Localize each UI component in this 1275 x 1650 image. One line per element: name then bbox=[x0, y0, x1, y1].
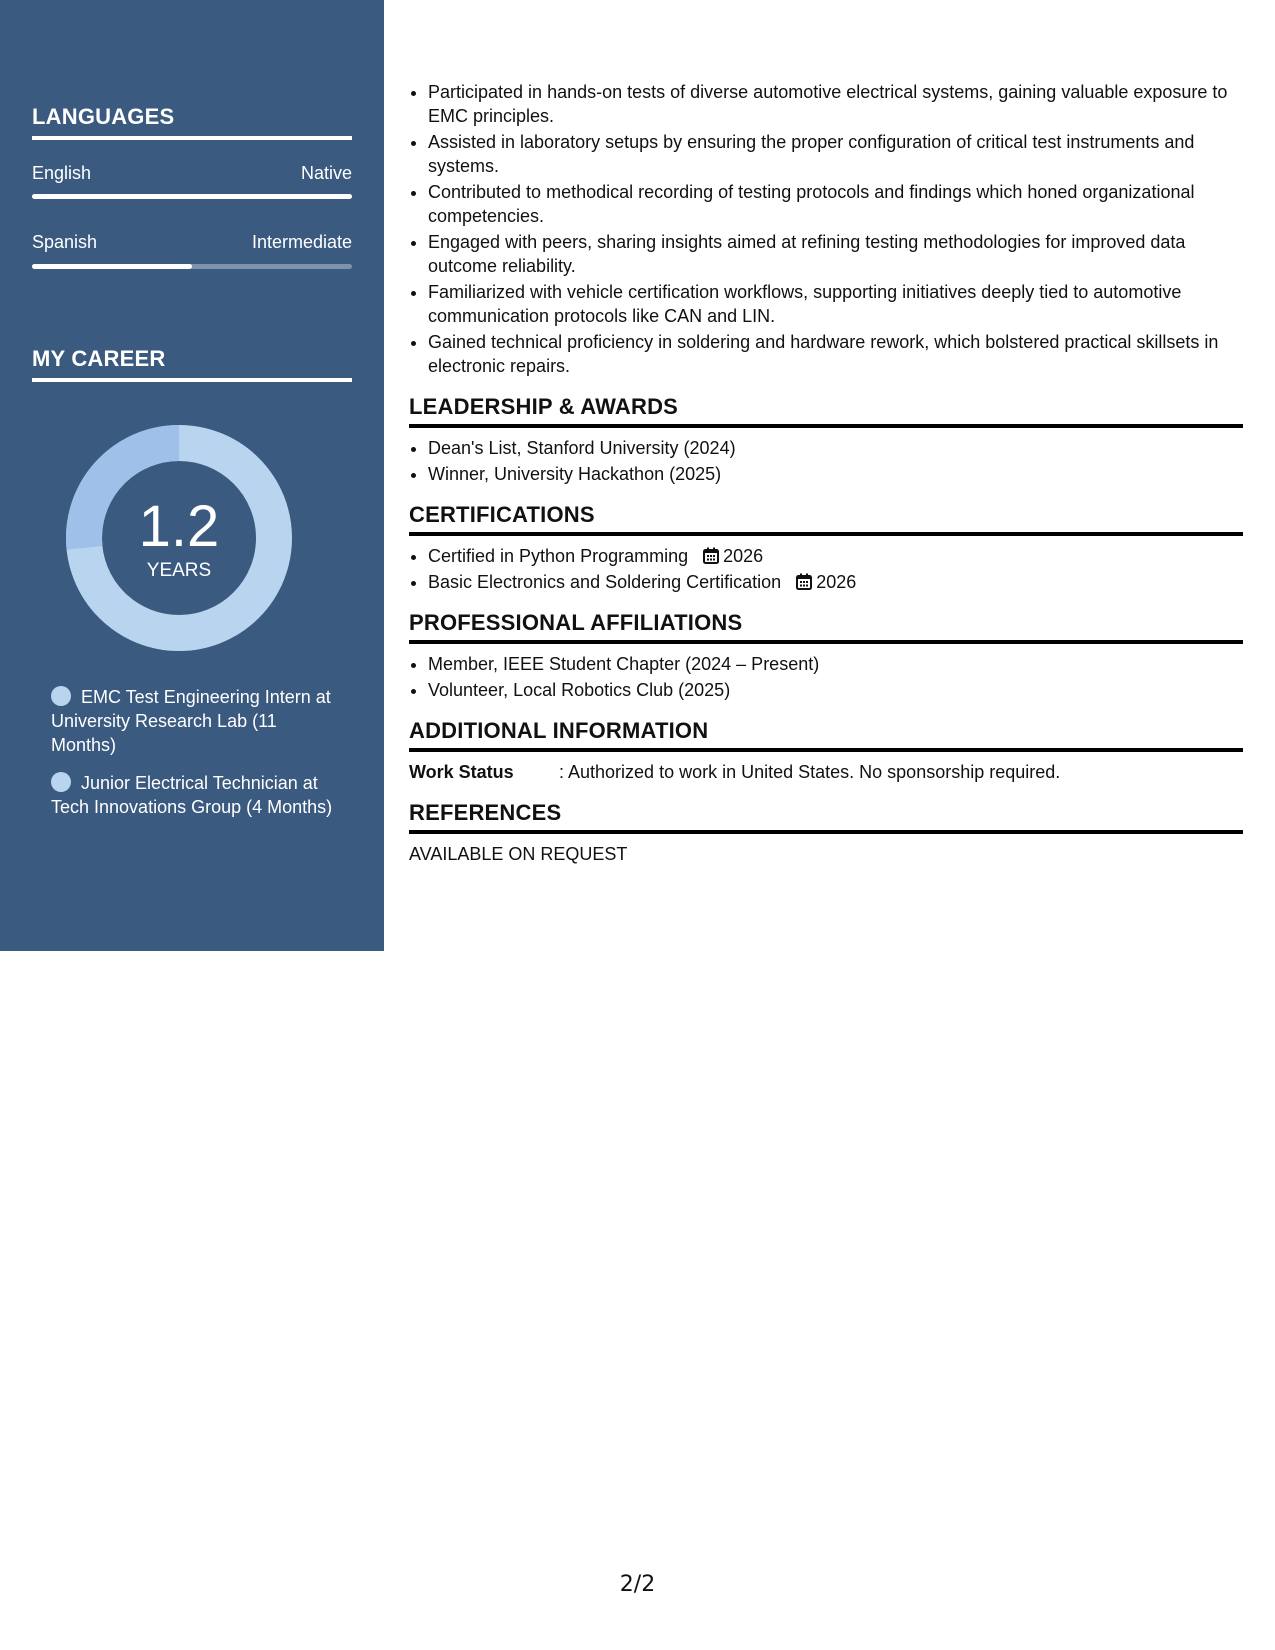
languages-heading: LANGUAGES bbox=[32, 104, 352, 140]
certification-name: Certified in Python Programming bbox=[428, 546, 689, 566]
certification-year: 2026 bbox=[816, 572, 857, 592]
experience-bullet: • Gained technical proficiency in soldering and hardware rework, which bolstered practical skillsets in electronic repairs. bbox=[428, 330, 1243, 378]
career-item-text: Junior Electrical Technician at Tech Innovations Group (4 Months) bbox=[51, 773, 333, 817]
language-bar-spanish bbox=[32, 264, 352, 269]
language-row-spanish bbox=[32, 232, 352, 253]
leadership-item: • Dean's List, Stanford University (2024) bbox=[428, 436, 1243, 460]
main-content bbox=[409, 80, 1243, 866]
certification-item bbox=[428, 570, 1243, 594]
leadership-list bbox=[409, 436, 1243, 486]
leadership-heading: LEADERSHIP & AWARDS bbox=[409, 394, 1243, 428]
experience-bullets bbox=[409, 80, 1243, 378]
career-item bbox=[51, 771, 341, 819]
experience-bullet: • Participated in hands-on tests of diverse automotive electrical systems, gaining valuable exposure to EMC principles. bbox=[428, 80, 1243, 128]
bullet-dot-icon bbox=[51, 686, 71, 706]
work-status-value: : Authorized to work in United States. No sponsorship required. bbox=[559, 762, 1061, 782]
affiliation-item: • Member, IEEE Student Chapter (2024 – Present) bbox=[428, 652, 1243, 676]
certification-name: Basic Electronics and Soldering Certification bbox=[428, 572, 782, 592]
additional-info-heading: ADDITIONAL INFORMATION bbox=[409, 718, 1243, 752]
language-name: English bbox=[32, 163, 92, 183]
language-bar-english bbox=[32, 194, 352, 199]
certification-year: 2026 bbox=[723, 546, 764, 566]
references-heading: REFERENCES bbox=[409, 800, 1243, 834]
experience-bullet: • Contributed to methodical recording of testing protocols and findings which honed organizational competencies. bbox=[428, 180, 1243, 228]
language-bar-fill bbox=[32, 264, 192, 269]
bullet-dot-icon bbox=[51, 772, 71, 792]
career-item bbox=[51, 685, 341, 757]
certifications-list bbox=[409, 544, 1243, 594]
affiliation-item: • Volunteer, Local Robotics Club (2025) bbox=[428, 678, 1243, 702]
career-years-unit: YEARS bbox=[146, 560, 212, 581]
sidebar bbox=[0, 0, 384, 951]
career-heading: MY CAREER bbox=[32, 346, 352, 382]
affiliations-heading: PROFESSIONAL AFFILIATIONS bbox=[409, 610, 1243, 644]
language-level: Native bbox=[300, 163, 352, 183]
language-name: Spanish bbox=[32, 232, 98, 252]
work-status-label: Work Status bbox=[409, 762, 514, 782]
calendar-icon bbox=[796, 573, 812, 590]
references-text: AVAILABLE ON REQUEST bbox=[409, 844, 628, 864]
experience-bullet: • Assisted in laboratory setups by ensuring the proper configuration of critical test instruments and systems. bbox=[428, 130, 1243, 178]
experience-bullet: • Familiarized with vehicle certification workflows, supporting initiatives deeply tied to automotive communication protocols like CAN and LIN. bbox=[428, 280, 1243, 328]
language-row-english bbox=[32, 163, 352, 184]
certification-item bbox=[428, 544, 1243, 568]
page-number: 2/2 bbox=[619, 1572, 656, 1597]
career-years-number: 1.2 bbox=[138, 494, 220, 559]
language-bar-fill bbox=[32, 194, 352, 199]
experience-bullet: • Engaged with peers, sharing insights aimed at refining testing methodologies for improved data outcome reliability. bbox=[428, 230, 1243, 278]
language-level: Intermediate bbox=[251, 232, 352, 252]
affiliations-list bbox=[409, 652, 1243, 702]
certifications-heading: CERTIFICATIONS bbox=[409, 502, 1243, 536]
work-status-row bbox=[409, 760, 1243, 784]
calendar-icon bbox=[703, 547, 719, 564]
career-item-text: EMC Test Engineering Intern at University Research Lab (11 Months) bbox=[51, 687, 331, 755]
leadership-item: • Winner, University Hackathon (2025) bbox=[428, 462, 1243, 486]
